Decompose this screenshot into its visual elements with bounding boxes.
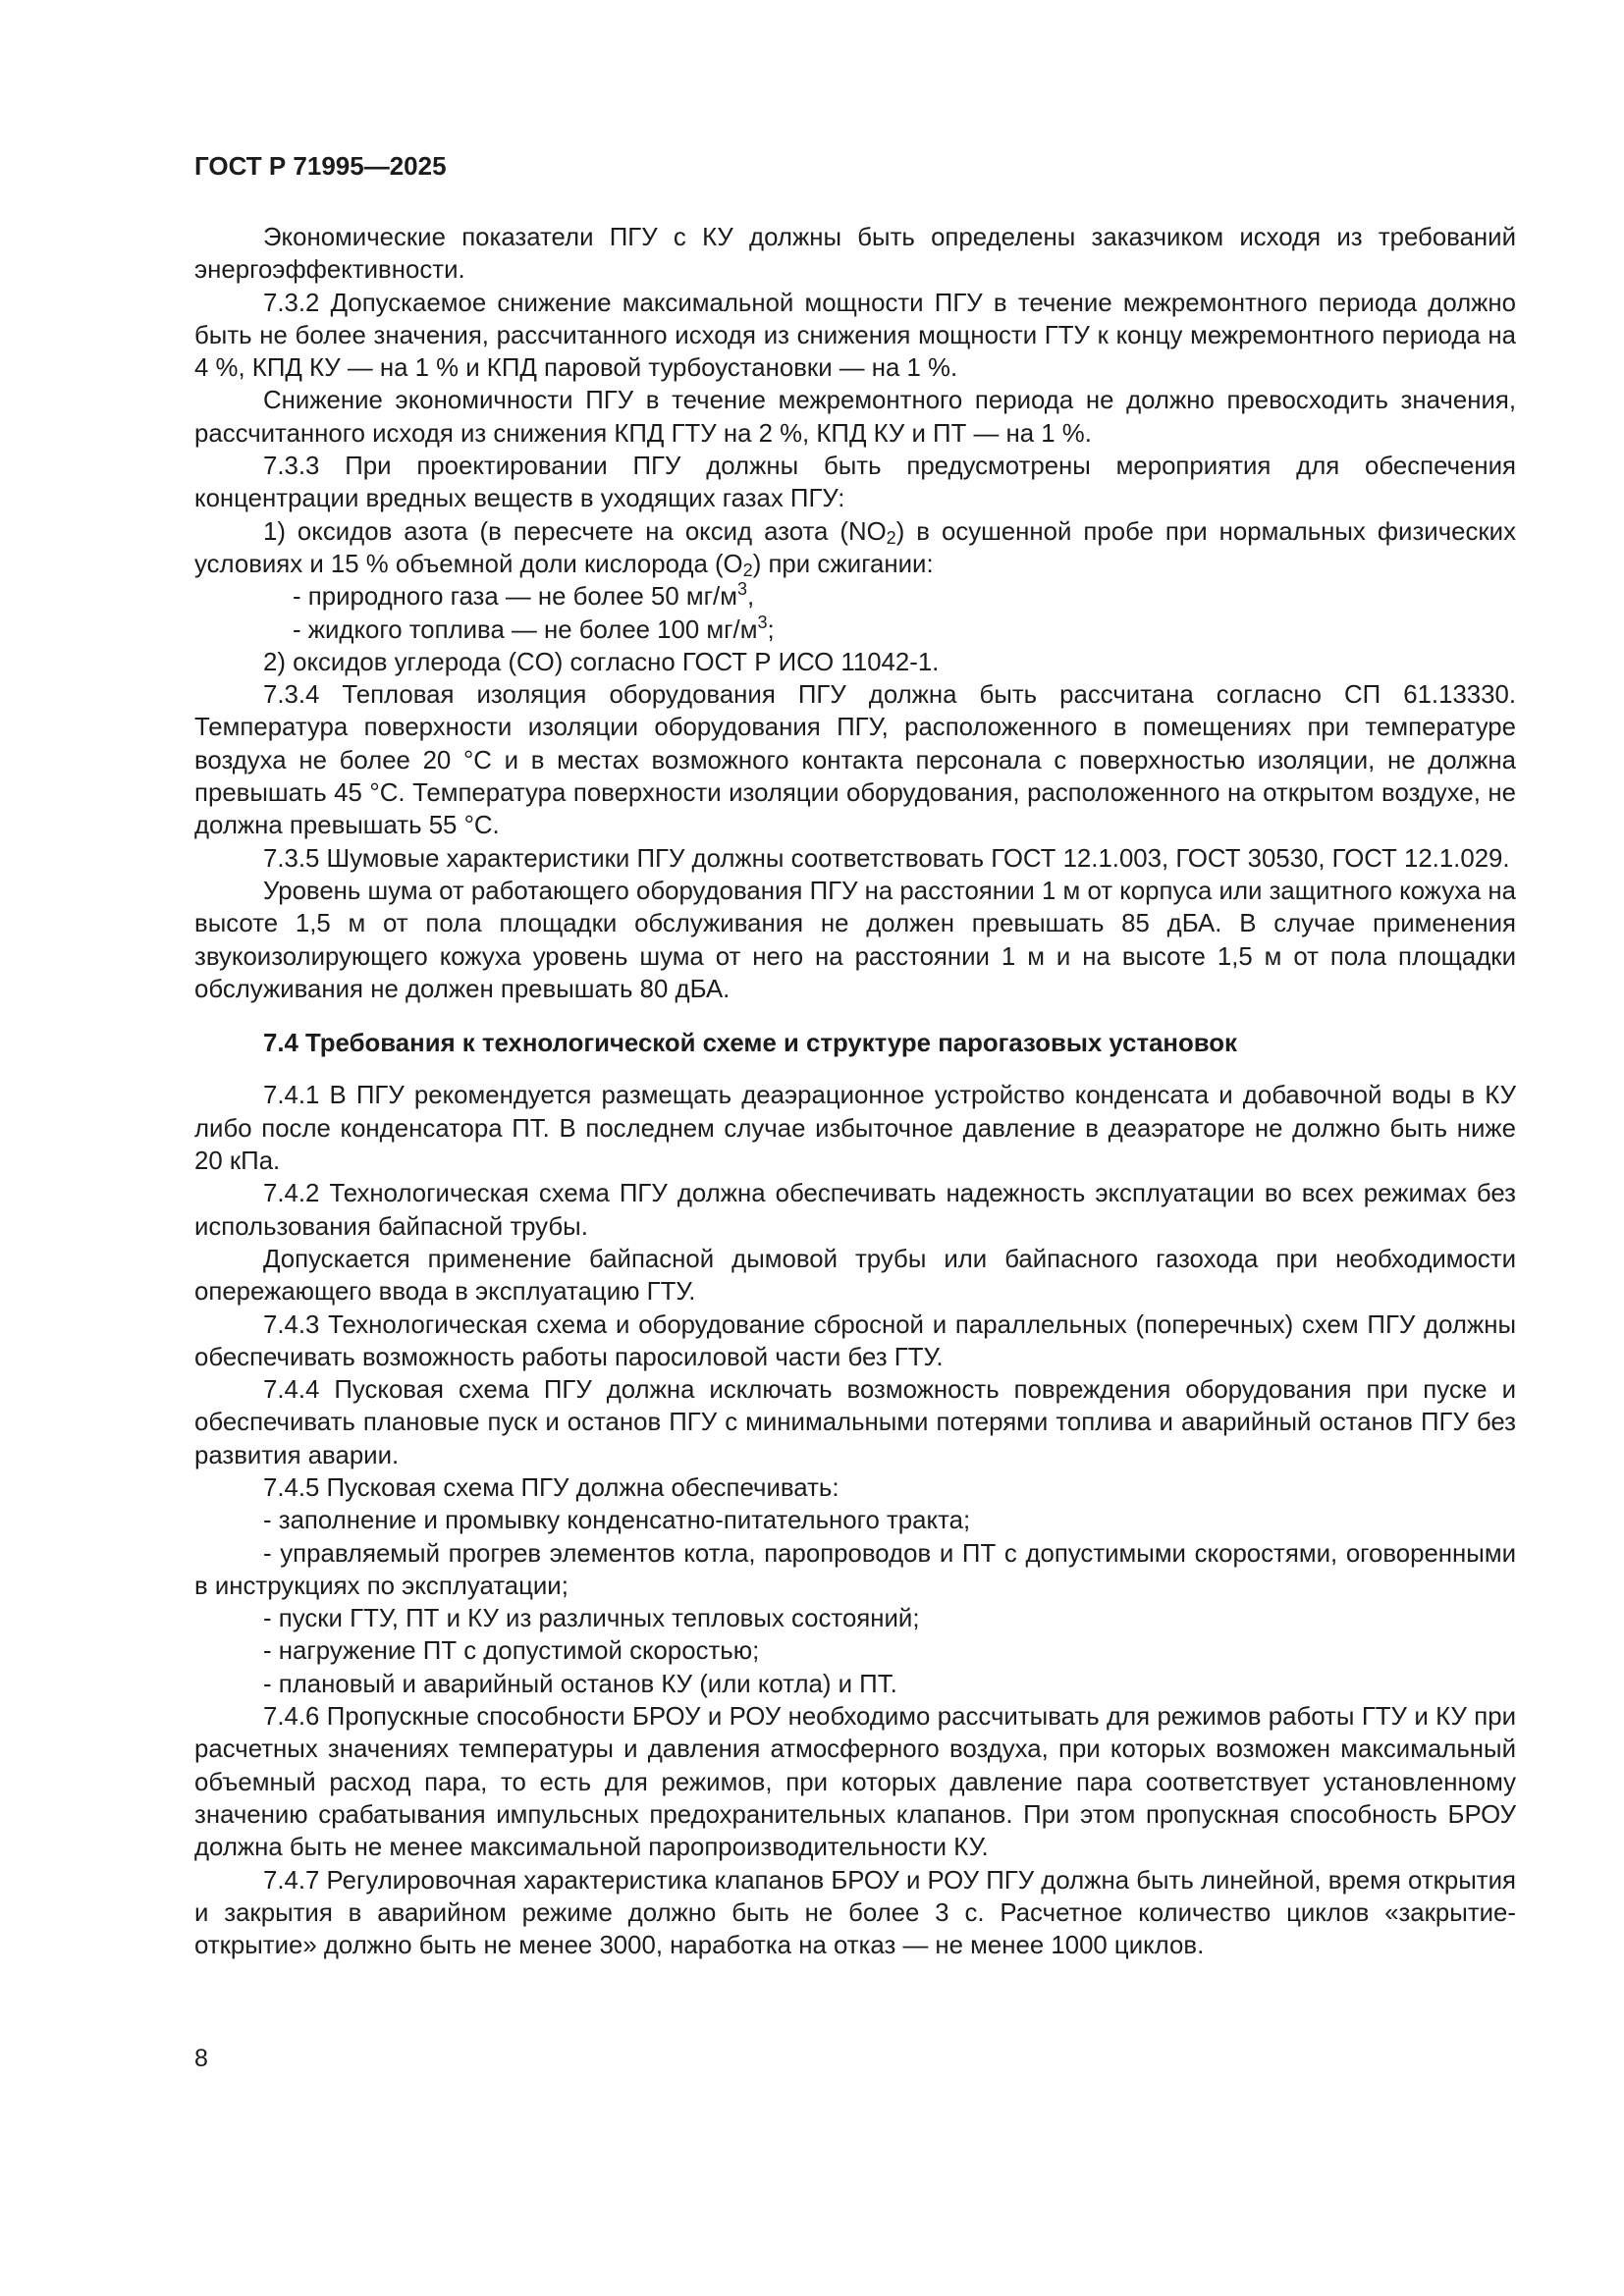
paragraph: Снижение экономичности ПГУ в течение межремонтного периода не должно превосходить значения, рассчитанного исходя из снижения КПД ГТУ на 2 %, КПД КУ и ПТ — на 1 %.: [194, 387, 1516, 448]
document-header: ГОСТ Р 71995—2025: [194, 151, 447, 181]
paragraph: 7.4.3 Технологическая схема и оборудование сбросной и параллельных (поперечных) схем ПГУ должны обеспечивать возможность работы паросиловой части без ГТУ.: [194, 1310, 1516, 1371]
paragraph-nox: 1) оксидов азота (в пересчете на оксид азота $(NO_2)$ в осушенной пробе при нормальных физических условиях и 15 % объемной доли кислорода $(O_2)$ при сжигании:: [194, 517, 1516, 580]
list-item: - плановый и аварийный останов КУ (или котла) и ПТ.: [263, 1670, 897, 1698]
list-item: - пуски ГТУ, ПТ и КУ из различных тепловых состояний;: [263, 1605, 920, 1633]
paragraph: 7.4.2 Технологическая схема ПГУ должна обеспечивать надежность эксплуатации во всех режимах без использования байпасной трубы.: [194, 1180, 1516, 1241]
list-item: - заполнение и промывку конденсатно-питательного тракта;: [263, 1507, 971, 1535]
paragraph: 2) оксидов углерода (CO) согласно ГОСТ Р ИСО 11042-1.: [263, 648, 940, 676]
paragraph: Уровень шума от работающего оборудования ПГУ на расстоянии 1 м от корпуса или защитного кожуха на высоте 1,5 м от пола площадки обслуживания не должен превышать 85 дБА. В случае применения звукоизолирующего кожуха уровень шума от него на расстоянии 1 м и на высоте 1,5 м от пола площадки обслуживания не должен превышать 80 дБА.: [194, 877, 1516, 1003]
paragraph: 7.4.4 Пусковая схема ПГУ должна исключать возможность повреждения оборудования при пуске и обеспечивать плановые пуск и останов ПГУ с минимальными потерями топлива и аварийный останов ПГУ без развития аварии.: [194, 1376, 1516, 1469]
paragraph: 7.3.5 Шумовые характеристики ПГУ должны соответствовать ГОСТ 12.1.003, ГОСТ 30530, ГОСТ 12.1.029.: [263, 844, 1510, 873]
list-item: - природного газа — не более 50 $мг/м^3$,: [293, 579, 755, 612]
paragraph: 7.4.1 В ПГУ рекомендуется размещать деаэрационное устройство конденсата и добавочной воды в КУ либо после конденсатора ПТ. В последнем случае избыточное давление в деаэраторе не должно быть ниже 20 кПа.: [194, 1082, 1516, 1176]
paragraph: 7.4.5 Пусковая схема ПГУ должна обеспечивать:: [263, 1473, 839, 1502]
document-body: [194, 222, 1516, 1962]
paragraph: 7.3.2 Допускаемое снижение максимальной мощности ПГУ в течение межремонтного периода должно быть не более значения, рассчитанного исходя из снижения мощности ГТУ к концу межремонтного периода на 4 %, КПД КУ — на 1 % и КПД паровой турбоустановки — на 1 %.: [194, 289, 1516, 383]
list-item: - нагружение ПТ с допустимой скоростью;: [263, 1637, 760, 1666]
paragraph: 7.3.4 Тепловая изоляция оборудования ПГУ должна быть рассчитана согласно СП 61.13330. Температура поверхности изоляции оборудования ПГУ, расположенного в помещениях при температуре воздуха не более 20 °С и в местах возможного контакта персонала с поверхностью изоляции, не должна превышать 45 °С. Температура поверхности изоляции оборудования, расположенного на открытом воздухе, не должна превышать 55 °С.: [194, 681, 1516, 840]
section-heading: 7.4 Требования к технологической схеме и структуре парогазовых установок: [263, 1030, 1237, 1058]
paragraph: 7.4.7 Регулировочная характеристика клапанов БРОУ и РОУ ПГУ должна быть линейной, время открытия и закрытия в аварийном режиме должно быть не более 3 с. Расчетное количество циклов «закрытие-открытие» должно быть не менее 3000, наработка на отказ — не менее 1000 циклов.: [194, 1866, 1516, 1960]
page-number: 8: [194, 2045, 208, 2072]
paragraph: Допускается применение байпасной дымовой трубы или байпасного газохода при необходимости опережающего ввода в эксплуатацию ГТУ.: [194, 1245, 1516, 1307]
paragraph: 7.4.6 Пропускные способности БРОУ и РОУ необходимо рассчитывать для режимов работы ГТУ и КУ при расчетных значениях температуры и давления атмосферного воздуха, при которых возможен максимальный объемный расход пара, то есть для режимов, при которых давление пара соответствует установленному значению срабатывания импульсных предохранительных клапанов. При этом пропускная способность БРОУ должна быть не менее максимальной паропроизводительности КУ.: [194, 1703, 1516, 1862]
paragraph: Экономические показатели ПГУ с КУ должны быть определены заказчиком исходя из требований энергоэффективности.: [194, 224, 1516, 285]
list-item: - жидкого топлива — не более 100 $мг/м^3$;: [293, 612, 775, 644]
list-item: - управляемый прогрев элементов котла, паропроводов и ПТ с допустимыми скоростями, оговоренными в инструкциях по эксплуатации;: [194, 1539, 1516, 1600]
paragraph: 7.3.3 При проектировании ПГУ должны быть предусмотрены мероприятия для обеспечения концентрации вредных веществ в уходящих газах ПГУ:: [194, 453, 1516, 513]
